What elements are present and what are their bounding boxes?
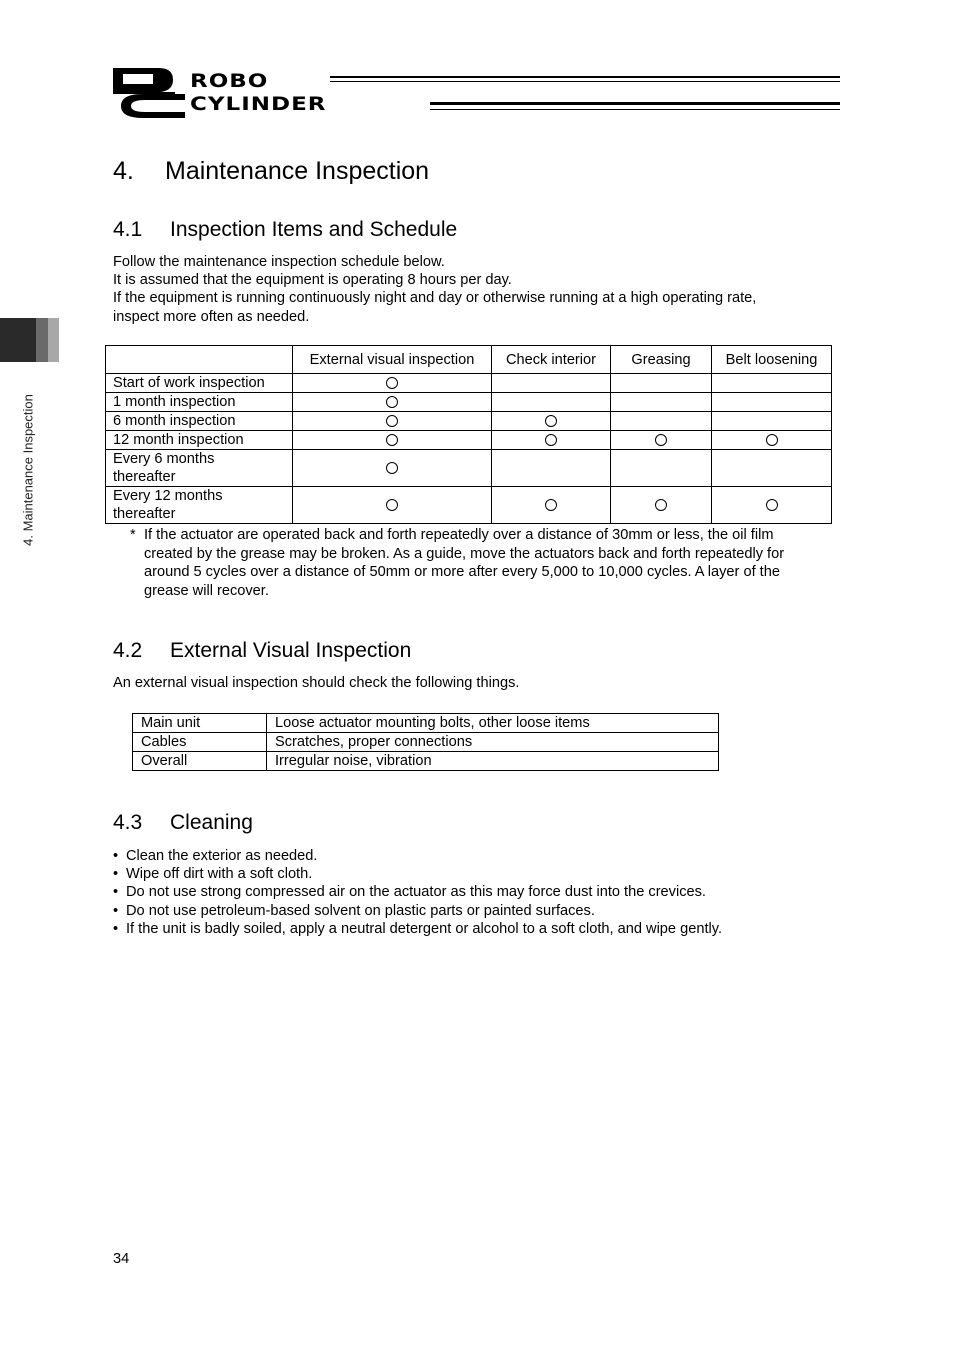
chapter-tab-light — [48, 318, 59, 362]
table-row — [133, 733, 719, 752]
mark-cell — [492, 450, 611, 487]
note-line: If the actuator are operated back and forth repeatedly over a distance of 30mm or less, the oil film — [144, 527, 774, 543]
item-cell: Cables — [133, 733, 267, 752]
section-number: 4.2 — [113, 639, 143, 662]
header-cell: Greasing — [611, 346, 712, 374]
table-row — [133, 752, 719, 771]
list-item — [113, 920, 722, 938]
cleaning-list — [113, 847, 722, 938]
title-number: 4. — [113, 157, 134, 185]
header-cell: Belt loosening — [712, 346, 832, 374]
list-item — [113, 883, 722, 901]
check-cell: Irregular noise, vibration — [267, 752, 719, 771]
logo-text-cylinder: CYLINDER — [190, 93, 327, 115]
circle-mark-icon — [655, 434, 667, 446]
row-label-cell — [106, 393, 293, 412]
section-title: External Visual Inspection — [170, 639, 412, 662]
circle-mark-icon — [766, 434, 778, 446]
side-chapter-label: 4. Maintenance Inspection — [20, 394, 36, 546]
row-label-line: Every 12 months — [113, 488, 223, 504]
circle-mark-icon — [386, 499, 398, 511]
section-number: 4.1 — [113, 218, 143, 241]
mark-cell — [611, 412, 712, 431]
row-label-cell — [106, 450, 293, 487]
bullet-icon: • — [113, 848, 119, 864]
row-label-line: 12 month inspection — [113, 432, 244, 448]
bullet-icon: • — [113, 920, 119, 937]
circle-mark-icon — [545, 434, 557, 446]
mark-cell — [492, 393, 611, 412]
check-cell: Scratches, proper connections — [267, 733, 719, 752]
mark-cell — [712, 431, 832, 450]
item-cell: Main unit — [133, 714, 267, 733]
header-cell: External visual inspection — [293, 346, 492, 374]
list-item — [113, 902, 722, 920]
row-label-cell — [106, 374, 293, 393]
list-item — [113, 865, 722, 883]
list-item-text: If the unit is badly soiled, apply a neutral detergent or alcohol to a soft cloth, and wipe gently. — [126, 920, 723, 937]
inspection-schedule-table — [105, 345, 832, 524]
mark-cell — [712, 412, 832, 431]
table-row — [106, 487, 832, 524]
mark-cell — [712, 374, 832, 393]
section-heading-4-3 — [113, 811, 253, 835]
paragraph-line: It is assumed that the equipment is operating 8 hours per day. — [113, 272, 512, 289]
row-label-line: 6 month inspection — [113, 413, 236, 429]
mark-cell — [611, 487, 712, 524]
list-item — [113, 847, 722, 865]
item-cell: Overall — [133, 752, 267, 771]
row-label-line: Every 6 months — [113, 451, 215, 467]
mark-cell — [492, 487, 611, 524]
header-rule-top — [330, 76, 840, 82]
row-label-cell — [106, 487, 293, 524]
bullet-icon: • — [113, 902, 119, 919]
circle-mark-icon — [386, 434, 398, 446]
mark-cell — [293, 450, 492, 487]
list-item-text: Clean the exterior as needed. — [126, 848, 318, 864]
bullet-icon: • — [113, 866, 119, 883]
note-line: around 5 cycles over a distance of 50mm or more after every 5,000 to 10,000 cycles. A layer of the — [144, 564, 780, 581]
section-4-1-paragraph — [113, 253, 756, 326]
section-heading-4-2 — [113, 639, 411, 663]
header-rule-bottom — [430, 102, 840, 110]
table-row — [106, 374, 832, 393]
circle-mark-icon — [545, 415, 557, 427]
rc-logo-icon — [113, 68, 185, 118]
paragraph-line: Follow the maintenance inspection schedule below. — [113, 254, 445, 270]
mark-cell — [611, 393, 712, 412]
circle-mark-icon — [386, 396, 398, 408]
circle-mark-icon — [386, 462, 398, 474]
section-heading-4-1 — [113, 218, 457, 242]
mark-cell — [492, 374, 611, 393]
mark-cell — [293, 412, 492, 431]
title-text: Maintenance Inspection — [165, 157, 430, 185]
table-header-row — [106, 346, 832, 374]
row-label-line: 1 month inspection — [113, 394, 236, 410]
paragraph-line: inspect more often as needed. — [113, 308, 310, 325]
section-4-2-intro: An external visual inspection should check the following things. — [113, 675, 520, 691]
page-number: 34 — [113, 1251, 130, 1267]
mark-cell — [712, 450, 832, 487]
mark-cell — [611, 450, 712, 487]
mark-cell — [293, 374, 492, 393]
mark-cell — [293, 487, 492, 524]
note-line: grease will recover. — [144, 582, 269, 599]
row-label-line: Start of work inspection — [113, 375, 265, 391]
row-label-cell — [106, 431, 293, 450]
table-row — [106, 412, 832, 431]
table-row — [106, 431, 832, 450]
note-line: created by the grease may be broken. As a guide, move the actuators back and forth repeatedly for — [144, 545, 785, 562]
mark-cell — [492, 431, 611, 450]
grease-note — [130, 526, 784, 600]
circle-mark-icon — [386, 377, 398, 389]
chapter-tab-dark — [0, 318, 36, 362]
chapter-tab-mid — [36, 318, 48, 362]
note-asterisk: * — [130, 527, 136, 543]
circle-mark-icon — [386, 415, 398, 427]
mark-cell — [611, 374, 712, 393]
row-label-line: thereafter — [113, 506, 176, 522]
circle-mark-icon — [766, 499, 778, 511]
mark-cell — [712, 393, 832, 412]
header-cell: Check interior — [492, 346, 611, 374]
table-row — [106, 393, 832, 412]
logo-text-robo: ROBO — [190, 70, 269, 92]
external-inspection-table — [132, 713, 719, 771]
mark-cell — [712, 487, 832, 524]
list-item-text: Do not use petroleum-based solvent on plastic parts or painted surfaces. — [126, 902, 595, 919]
section-title: Inspection Items and Schedule — [170, 218, 458, 241]
table-row — [133, 714, 719, 733]
bullet-icon: • — [113, 884, 119, 901]
paragraph-line: If the equipment is running continuously night and day or otherwise running at a high operating rate, — [113, 290, 757, 307]
mark-cell — [293, 431, 492, 450]
table-row — [106, 450, 832, 487]
page-title — [113, 157, 429, 186]
circle-mark-icon — [545, 499, 557, 511]
list-item-text: Do not use strong compressed air on the actuator as this may force dust into the crevices. — [126, 884, 706, 901]
check-cell: Loose actuator mounting bolts, other loose items — [267, 714, 719, 733]
mark-cell — [492, 412, 611, 431]
mark-cell — [611, 431, 712, 450]
circle-mark-icon — [655, 499, 667, 511]
mark-cell — [293, 393, 492, 412]
row-label-cell — [106, 412, 293, 431]
row-label-line: thereafter — [113, 469, 176, 485]
header-cell-blank — [106, 346, 293, 374]
list-item-text: Wipe off dirt with a soft cloth. — [126, 866, 313, 883]
section-number: 4.3 — [113, 811, 143, 834]
section-title: Cleaning — [170, 811, 253, 834]
